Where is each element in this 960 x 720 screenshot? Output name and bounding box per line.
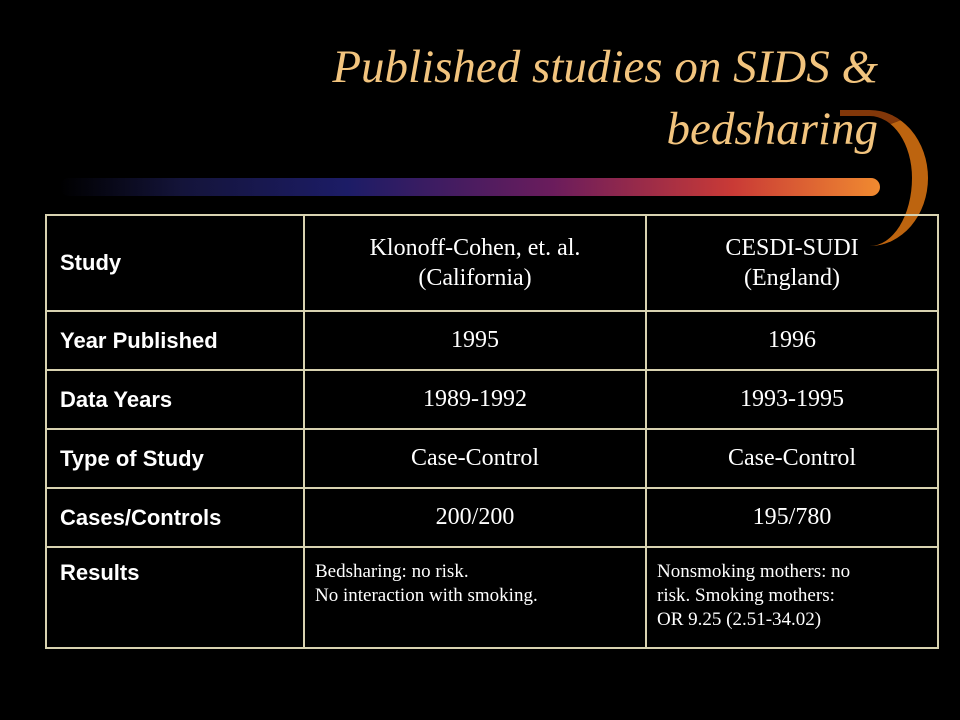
row-label: Type of Study xyxy=(46,429,304,488)
row-label: Data Years xyxy=(46,370,304,429)
table-row-year-published xyxy=(46,311,938,370)
results-a-line-2: No interaction with smoking. xyxy=(315,585,538,606)
results-a-line-1: Bedsharing: no risk. xyxy=(315,561,469,582)
slide-title xyxy=(178,36,878,160)
results-study-b-text xyxy=(647,548,937,632)
table-cell-study-a: Case-Control xyxy=(304,429,646,488)
table-cell-study-b: 195/780 xyxy=(646,488,938,547)
results-study-a xyxy=(304,547,646,648)
table-row-type-of-study xyxy=(46,429,938,488)
table-cell-study-a: 200/200 xyxy=(304,488,646,547)
title-line-2: bedsharing xyxy=(666,103,878,155)
table-row-data-years xyxy=(46,370,938,429)
decorative-gradient-bar xyxy=(60,178,880,196)
row-label: Year Published xyxy=(46,311,304,370)
results-study-b xyxy=(646,547,938,648)
results-b-line-3: OR 9.25 (2.51-34.02) xyxy=(657,609,822,630)
table-cell-study-a: 1989-1992 xyxy=(304,370,646,429)
study-b-name xyxy=(646,215,938,311)
study-a-name-line-1: Klonoff-Cohen, et. al. xyxy=(369,235,581,261)
row-label-study: Study xyxy=(46,215,304,311)
results-study-a-text xyxy=(305,548,645,608)
results-b-line-1: Nonsmoking mothers: no xyxy=(657,561,851,582)
studies-table-container xyxy=(45,214,919,649)
studies-table xyxy=(45,214,939,649)
title-line-1: Published studies on SIDS & xyxy=(332,41,878,93)
study-a-name xyxy=(304,215,646,311)
table-cell-study-b: 1996 xyxy=(646,311,938,370)
results-b-line-2: risk. Smoking mothers: xyxy=(657,585,835,606)
study-b-name-line-1: CESDI-SUDI xyxy=(725,235,859,261)
study-a-name-line-2: (California) xyxy=(418,265,532,291)
table-cell-study-a: 1995 xyxy=(304,311,646,370)
table-cell-study-b: Case-Control xyxy=(646,429,938,488)
table-row-study xyxy=(46,215,938,311)
table-cell-study-b: 1993-1995 xyxy=(646,370,938,429)
table-row-results xyxy=(46,547,938,648)
study-b-name-line-2: (England) xyxy=(744,265,840,291)
row-label-results: Results xyxy=(46,547,304,648)
row-label: Cases/Controls xyxy=(46,488,304,547)
table-row-cases-controls xyxy=(46,488,938,547)
